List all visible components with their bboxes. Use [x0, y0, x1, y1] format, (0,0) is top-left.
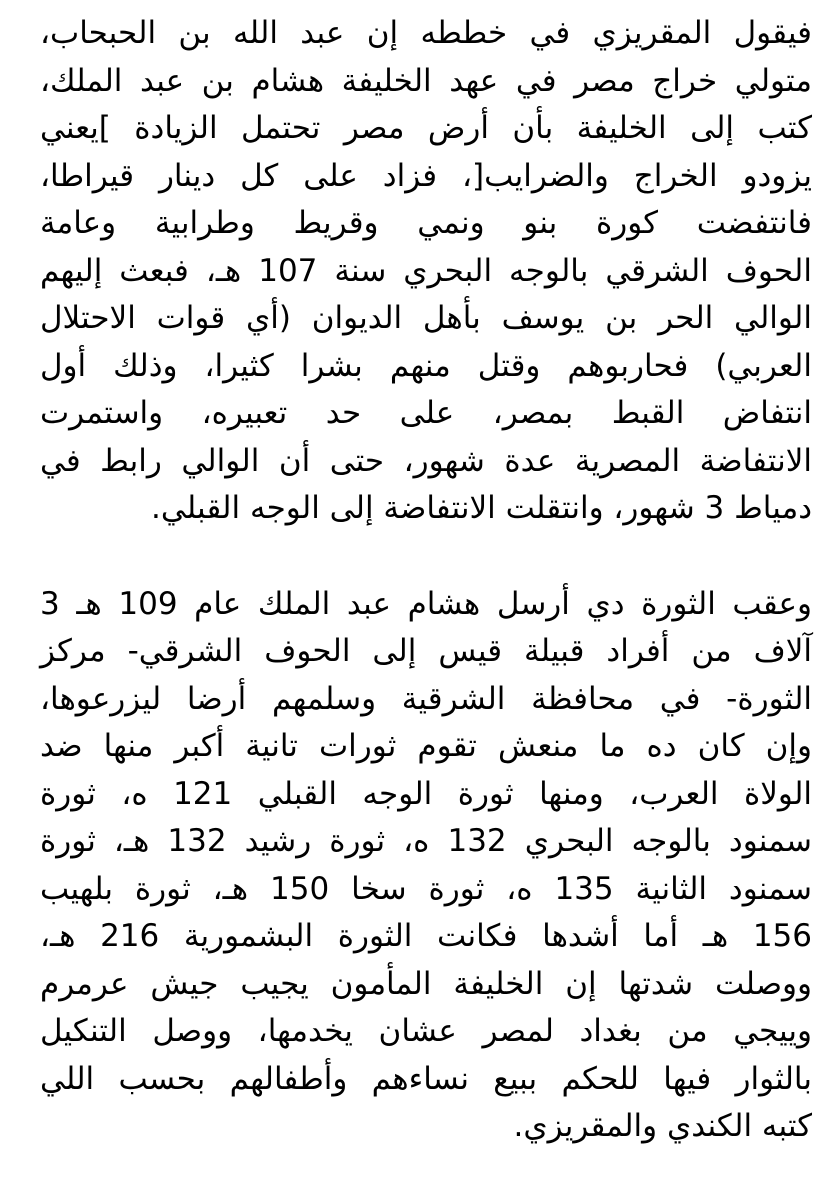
text-line: الوالي الحر بن يوسف بأهل الديوان (أي قوات الاحتلال — [40, 300, 812, 336]
text-line: وعقب الثورة دي أرسل هشام عبد الملك عام 109 هـ 3 — [40, 585, 813, 622]
text-line: سمنود الثانية 135 ه، ثورة سخا 150 هـ، ثورة بلهيب — [40, 870, 813, 907]
text-line: الولاة العرب، ومنها ثورة الوجه القبلي 121 ه، ثورة — [40, 775, 813, 812]
text-line: آلاف من أفراد قبيلة قيس إلى الحوف الشرقي- مركز — [40, 633, 812, 669]
text-line: ووصلت شدتها إن الخليفة المأمون يجيب جيش عرمرم — [40, 965, 812, 1002]
text-line: كتب إلى الخليفة بأن أرض مصر تحتمل الزيادة ]يعني — [40, 110, 812, 146]
paragraph-1 — [40, 10, 812, 533]
text-line: العربي) فحاربوهم وقتل منهم بشرا كثيرا، وذلك أول — [40, 347, 812, 384]
text-line: متولي خراج مصر في عهد الخليفة هشام بن عبد الملك، — [40, 62, 812, 99]
text-line: سمنود بالوجه البحري 132 ه، ثورة رشيد 132 هـ، ثورة — [40, 823, 813, 859]
text-line: يزودو الخراج والضرايب[، فزاد على كل دينار قيراطا، — [40, 157, 812, 194]
text-line: وإن كان ده ما منعش تقوم ثورات تانية أكبر منها ضد — [40, 728, 812, 764]
text-line: بالثوار فيها للحكم ببيع نساءهم وأطفالهم بحسب اللي — [40, 1060, 812, 1097]
text-line: دمياط 3 شهور، وانتقلت الانتفاضة إلى الوجه القبلي. — [151, 490, 812, 526]
text-line: الحوف الشرقي بالوجه البحري سنة 107 هـ، فبعث إليهم — [40, 252, 812, 289]
text-line: الانتفاضة المصرية عدة شهور، حتى أن الوالي رابط في — [40, 442, 812, 479]
text-line: كتبه الكندي والمقريزي. — [513, 1108, 812, 1144]
paragraph-spacer — [40, 533, 812, 581]
article-text — [40, 10, 812, 1151]
text-line: 156 هـ أما أشدها فكانت الثورة البشمورية 216 هـ، — [40, 918, 812, 954]
text-line: فانتفضت كورة بنو ونمي وقريط وطرابية وعامة — [40, 205, 812, 241]
text-line: الثورة- في محافظة الشرقية وسلمهم أرضا ليزرعوها، — [40, 680, 812, 717]
text-line: انتفاض القبط بمصر، على حد تعبيره، واستمرت — [40, 395, 812, 431]
paragraph-2 — [40, 581, 812, 1151]
text-line: فيقول المقريزي في خططه إن عبد الله بن الحبحاب، — [40, 15, 812, 51]
text-line: وييجي من بغداد لمصر عشان يخدمها، ووصل التنكيل — [40, 1013, 812, 1049]
